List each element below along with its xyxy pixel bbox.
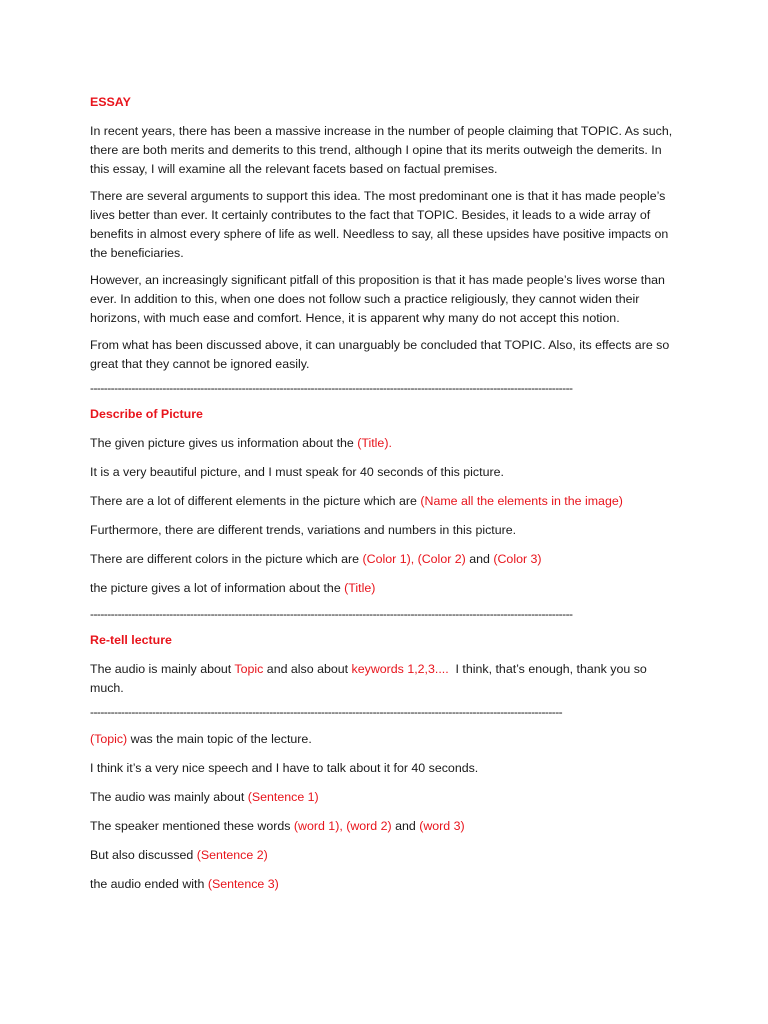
placeholder-sentence-3: (Sentence 3) — [207, 877, 279, 891]
placeholder-keywords: keywords 1,2,3.... — [351, 662, 449, 676]
describe-line-text: The given picture gives us information about the — [90, 436, 358, 450]
retell-text: The audio is mainly about — [90, 662, 235, 676]
retell-line-ended — [90, 875, 680, 894]
retell-line-speech: I think it’s a very nice speech and I have to talk about it for 40 seconds. — [90, 761, 479, 775]
retell-text: The speaker mentioned these words — [90, 819, 294, 833]
retell-text: and — [391, 819, 420, 833]
retell-text: I think, that’s enough, thank you so much. — [90, 662, 651, 695]
retell-line-discussed — [90, 846, 680, 865]
describe-line-trends: Furthermore, there are different trends, variations and numbers in this picture. — [90, 523, 517, 537]
retell-text: was the main topic of the lecture. — [127, 732, 312, 746]
retell-lecture-heading: Re-tell lecture — [90, 633, 172, 647]
placeholder-elements: (Name all the elements in the image) — [420, 494, 623, 508]
placeholder-words: (word 1), (word 2) — [293, 819, 392, 833]
describe-line-title — [90, 434, 680, 453]
describe-line-text: There are different colors in the picture which are — [90, 552, 363, 566]
section-separator: ----------------------------------------------------------------------------------------------------------------------------------------- — [90, 706, 563, 718]
retell-line-topic — [90, 730, 680, 749]
describe-picture-heading: Describe of Picture — [90, 407, 203, 421]
essay-paragraph-demerits: However, an increasingly significant pitfall of this proposition is that it has made people’s lives worse than ever. In addition to this, when one does not follow such a practice religiously, they cannot widen their horizons, with much ease and comfort. Hence, it is apparent why many do not accept this notion. — [90, 273, 665, 325]
document-page — [90, 94, 680, 904]
describe-line-text: There are a lot of different elements in the picture which are — [90, 494, 421, 508]
placeholder-sentence-2: (Sentence 2) — [196, 848, 268, 862]
section-separator: -------------------------------------------------------------------------------------------------------------------------------------------- — [90, 608, 573, 620]
essay-heading: ESSAY — [90, 95, 131, 109]
describe-line-elements — [90, 492, 680, 511]
describe-line-beautiful: It is a very beautiful picture, and I must speak for 40 seconds of this picture. — [90, 465, 504, 479]
placeholder-title: (Title) — [344, 581, 376, 595]
describe-line-information — [90, 579, 680, 598]
retell-line-words — [90, 817, 680, 836]
placeholder-topic: Topic — [234, 662, 264, 676]
placeholder-topic: (Topic) — [90, 732, 128, 746]
retell-intro-paragraph — [90, 660, 680, 698]
retell-text: But also discussed — [90, 848, 197, 862]
describe-line-colors — [90, 550, 680, 569]
placeholder-sentence-1: (Sentence 1) — [247, 790, 319, 804]
placeholder-colors: (Color 1), (Color 2) — [362, 552, 466, 566]
retell-text: the audio ended with — [90, 877, 208, 891]
describe-line-text: and — [465, 552, 494, 566]
retell-text: and also about — [263, 662, 352, 676]
essay-paragraph-conclusion: From what has been discussed above, it can unarguably be concluded that TOPIC. Also, its effects are so great that they cannot be ignored easily. — [90, 338, 670, 371]
describe-line-text: the picture gives a lot of information about the — [90, 581, 345, 595]
placeholder-title: (Title). — [357, 436, 392, 450]
retell-text: The audio was mainly about — [90, 790, 248, 804]
placeholder-color-3: (Color 3) — [493, 552, 542, 566]
essay-paragraph-merits: There are several arguments to support this idea. The most predominant one is that it has made people’s lives better than ever. It certainly contributes to the fact that TOPIC. Besides, it leads to a wide array of benefits in almost every sphere of life as well. Needless to say, all these upsides have positive impacts on the beneficiaries. — [90, 189, 669, 260]
essay-paragraph-intro: In recent years, there has been a massive increase in the number of people claiming that TOPIC. As such, there are both merits and demerits to this trend, although I opine that its merits outweigh the demerits. In this essay, I will examine all the relevant facets based on factual premises. — [90, 124, 673, 176]
placeholder-word-3: (word 3) — [419, 819, 465, 833]
retell-line-mainly — [90, 788, 680, 807]
section-separator: -------------------------------------------------------------------------------------------------------------------------------------------- — [90, 382, 573, 394]
